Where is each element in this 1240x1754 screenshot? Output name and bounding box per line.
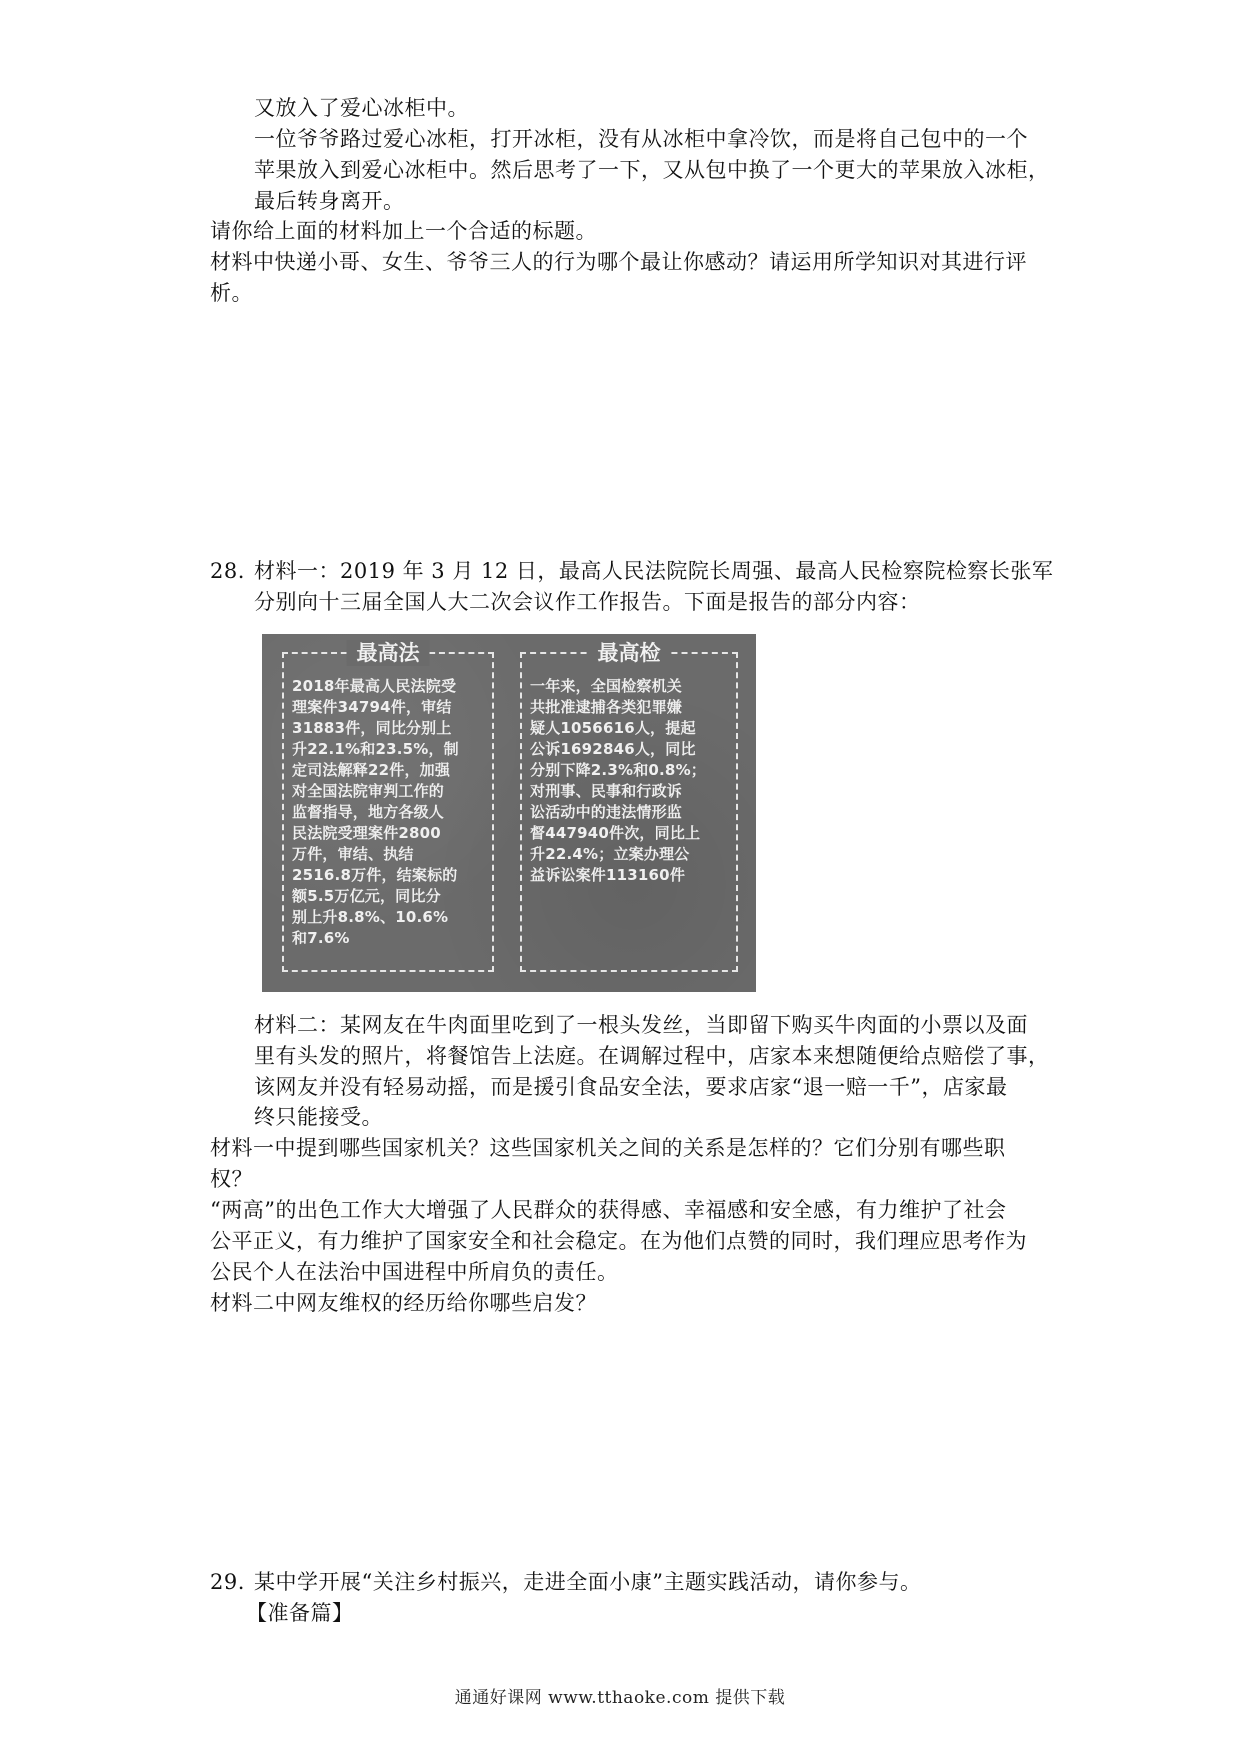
q28-question-line-5: 公民个人在法治中国进程中所肩负的责任。	[210, 1260, 619, 1284]
report-line: 督447940件次，同比上	[530, 824, 701, 842]
q27-para-line-3: 苹果放入到爱心冰柜中。然后思考了一下，又从包中换了一个更大的苹果放入冰柜，	[254, 158, 1050, 182]
report-line: 监督指导，地方各级人	[292, 803, 445, 821]
supreme-procuratorate-title: 最高检	[588, 640, 671, 666]
q28-number: 28.	[210, 559, 245, 583]
q28-material2-line-4: 终只能接受。	[254, 1105, 383, 1129]
report-line: 升22.1%和23.5%，制	[292, 740, 459, 758]
q28-material2-line-3: 该网友并没有轻易动摇，而是援引食品安全法，要求店家“退一赔一千”，店家最	[254, 1075, 1008, 1099]
q28-material1-line-2: 分别向十三届全国人大二次会议作工作报告。下面是报告的部分内容：	[254, 590, 921, 614]
report-line: 升22.4%；立案办理公	[530, 845, 690, 863]
report-line: 2018年最高人民法院受	[292, 677, 457, 695]
report-line: 31883件，同比分别上	[292, 719, 452, 737]
report-line: 别上升8.8%、10.6%	[292, 908, 449, 926]
q28-material2-line-1: 材料二：某网友在牛肉面里吃到了一根头发丝，当即留下购买牛肉面的小票以及面	[254, 1013, 1028, 1037]
q29-line: 某中学开展“关注乡村振兴，走进全面小康”主题实践活动，请你参与。	[254, 1570, 922, 1594]
q28-question-line-3: “两高”的出色工作大大增强了人民群众的获得感、幸福感和安全感，有力维护了社会	[210, 1198, 1007, 1222]
q27-para-line-4: 最后转身离开。	[254, 189, 405, 213]
report-line: 讼活动中的违法情形监	[530, 803, 683, 821]
q28-material2-line-2: 里有头发的照片，将餐馆告上法庭。在调解过程中，店家本来想随便给点赔偿了事，	[254, 1044, 1050, 1068]
report-line: 民法院受理案件2800	[292, 824, 441, 842]
q27-para-line-2: 一位爷爷路过爱心冰柜，打开冰柜，没有从冰柜中拿冷饮，而是将自己包中的一个	[254, 127, 1028, 151]
report-line: 分别下降2.3%和0.8%；	[530, 761, 707, 779]
report-line: 一年来，全国检察机关	[530, 677, 683, 695]
q27-question-2: 材料中快递小哥、女生、爷爷三人的行为哪个最让你感动？请运用所学知识对其进行评	[210, 250, 1027, 274]
report-line: 额5.5万亿元，同比分	[292, 887, 441, 905]
report-line: 2516.8万件，结案标的	[292, 866, 458, 884]
report-line: 益诉讼案件113160件	[530, 866, 686, 884]
report-line: 公诉1692846人，同比	[530, 740, 696, 758]
q29-number: 29.	[210, 1570, 245, 1594]
supreme-court-text	[292, 676, 486, 949]
q28-material1-line-1: 材料一：2019 年 3 月 12 日，最高人民法院院长周强、最高人民检察院检察长张军	[254, 559, 1054, 583]
report-line: 万件，审结、执结	[292, 845, 414, 863]
q28-question-line-4: 公平正义，有力维护了国家安全和社会稳定。在为他们点赞的同时，我们理应思考作为	[210, 1229, 1027, 1253]
q27-question-2-cont: 析。	[210, 281, 253, 305]
report-line: 定司法解释22件，加强	[292, 761, 451, 779]
q27-question-1: 请你给上面的材料加上一个合适的标题。	[210, 219, 597, 243]
supreme-procuratorate-panel	[520, 641, 738, 972]
report-line: 理案件34794件，审结	[292, 698, 452, 716]
supreme-court-title: 最高法	[347, 640, 430, 666]
page-footer: 通通好课网 www.tthaoke.com 提供下载	[454, 1688, 786, 1708]
report-line: 疑人1056616人，提起	[530, 719, 696, 737]
report-image	[262, 634, 756, 992]
q28-question-line-1: 材料一中提到哪些国家机关？这些国家机关之间的关系是怎样的？它们分别有哪些职	[210, 1136, 1006, 1160]
q28-question-line-6: 材料二中网友维权的经历给你哪些启发？	[210, 1291, 597, 1315]
report-line: 对刑事、民事和行政诉	[530, 782, 683, 800]
report-line: 共批准逮捕各类犯罪嫌	[530, 698, 683, 716]
report-line: 和7.6%	[292, 929, 350, 947]
q28-question-line-2: 权？	[210, 1167, 253, 1191]
supreme-court-panel	[282, 641, 494, 972]
supreme-procuratorate-text	[530, 676, 730, 886]
q29-section-heading: 【准备篇】	[246, 1601, 354, 1625]
q27-para-line-1: 又放入了爱心冰柜中。	[254, 96, 469, 120]
report-line: 对全国法院审判工作的	[292, 782, 445, 800]
